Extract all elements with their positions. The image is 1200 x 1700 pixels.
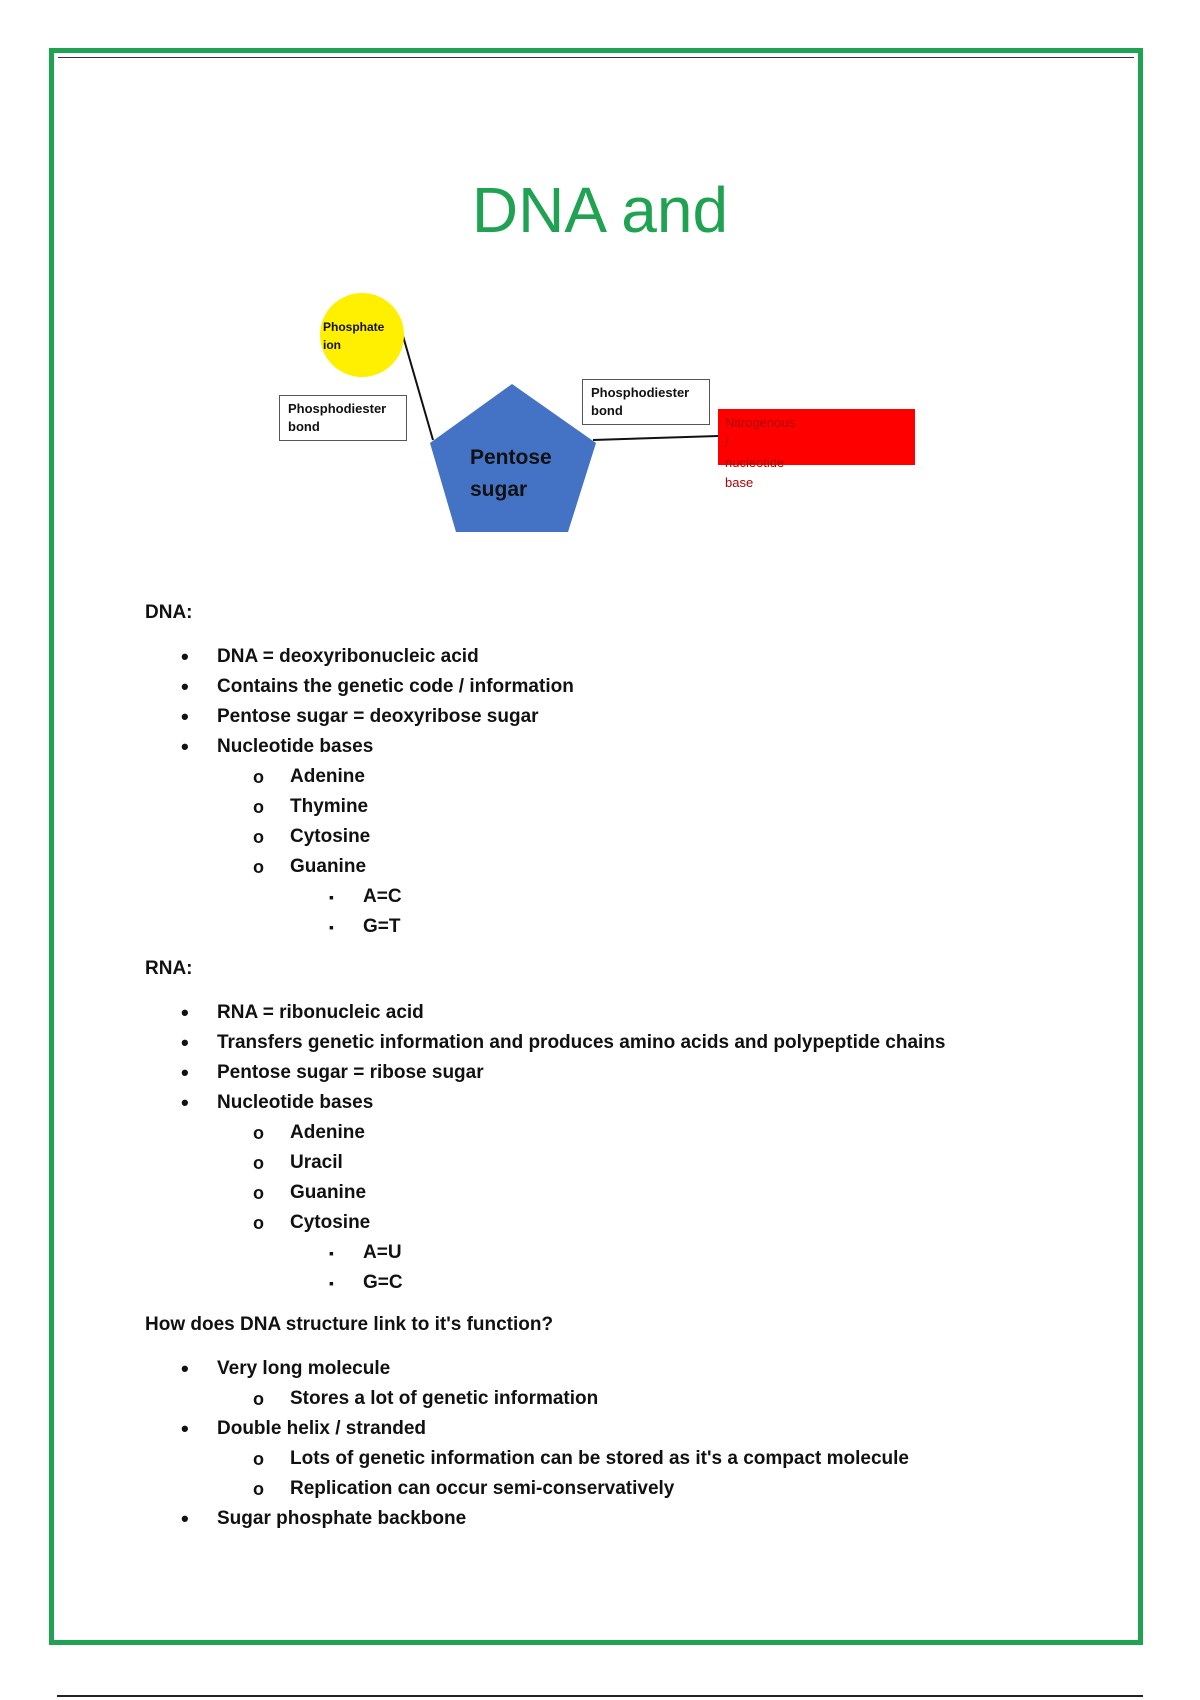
base-label: Nitrogenous / nucleotide base xyxy=(725,415,796,490)
bullet-list xyxy=(145,998,1105,1298)
bullet-list xyxy=(145,1354,1105,1534)
section-heading: DNA: xyxy=(145,602,193,623)
list-item: • Transfers genetic information and produces amino acids and polypeptide chains xyxy=(181,1030,946,1055)
sugar-label: Pentose sugar xyxy=(470,446,552,501)
sub-list-item: o Adenine xyxy=(253,766,365,787)
sub-list-item: o Replication can occur semi-conservatively xyxy=(253,1478,675,1499)
sub-list-item: o Cytosine xyxy=(253,826,371,847)
list-item: • Contains the genetic code / information xyxy=(181,674,574,699)
sub-list-item: o Stores a lot of genetic information xyxy=(253,1388,599,1409)
list-item: • Double helix / stranded xyxy=(181,1416,427,1441)
list-item: • Sugar phosphate backbone xyxy=(181,1506,467,1531)
sub-list-item: o Thymine xyxy=(253,796,369,817)
list-item: • Pentose sugar = deoxyribose sugar xyxy=(181,704,539,729)
section-rna xyxy=(145,954,1105,1298)
section-dna xyxy=(145,598,1105,942)
list-item: • Very long molecule xyxy=(181,1356,391,1381)
sub-list-item: o Lots of genetic information can be stored as it's a compact molecule xyxy=(253,1448,909,1469)
pairing-item: ▪ A=C xyxy=(329,886,402,907)
header-rule xyxy=(58,57,1134,58)
list-item: • Pentose sugar = ribose sugar xyxy=(181,1060,484,1085)
sub-list-item: o Cytosine xyxy=(253,1212,371,1233)
section-heading: How does DNA structure link to it's function? xyxy=(145,1314,554,1335)
sub-list-item: o Adenine xyxy=(253,1122,365,1143)
sugar-base-link xyxy=(593,436,718,440)
pairing-item: ▪ G=T xyxy=(329,916,401,937)
list-item: • RNA = ribonucleic acid xyxy=(181,1000,424,1025)
pairing-item: ▪ A=U xyxy=(329,1242,402,1263)
section-structure-function xyxy=(145,1310,1105,1534)
phosphate-label: Phosphate ion xyxy=(323,320,385,352)
sub-list-item: o Guanine xyxy=(253,856,367,877)
list-item: • Nucleotide bases xyxy=(181,734,374,759)
bullet-list xyxy=(145,642,1105,942)
notes-content xyxy=(145,598,1105,1546)
section-heading: RNA: xyxy=(145,958,193,979)
pairing-item: ▪ G=C xyxy=(329,1272,403,1293)
sub-list-item: o Guanine xyxy=(253,1182,367,1203)
footer-rule xyxy=(57,1695,1143,1697)
phosphate-sugar-link xyxy=(403,336,433,440)
bond-right-box: Phosphodiester bond xyxy=(582,379,710,425)
list-item: • DNA = deoxyribonucleic acid xyxy=(181,644,479,669)
list-item: • Nucleotide bases xyxy=(181,1090,374,1115)
bond-left-box: Phosphodiester bond xyxy=(279,395,407,441)
page-title: DNA and xyxy=(471,174,729,246)
sub-list-item: o Uracil xyxy=(253,1152,343,1173)
